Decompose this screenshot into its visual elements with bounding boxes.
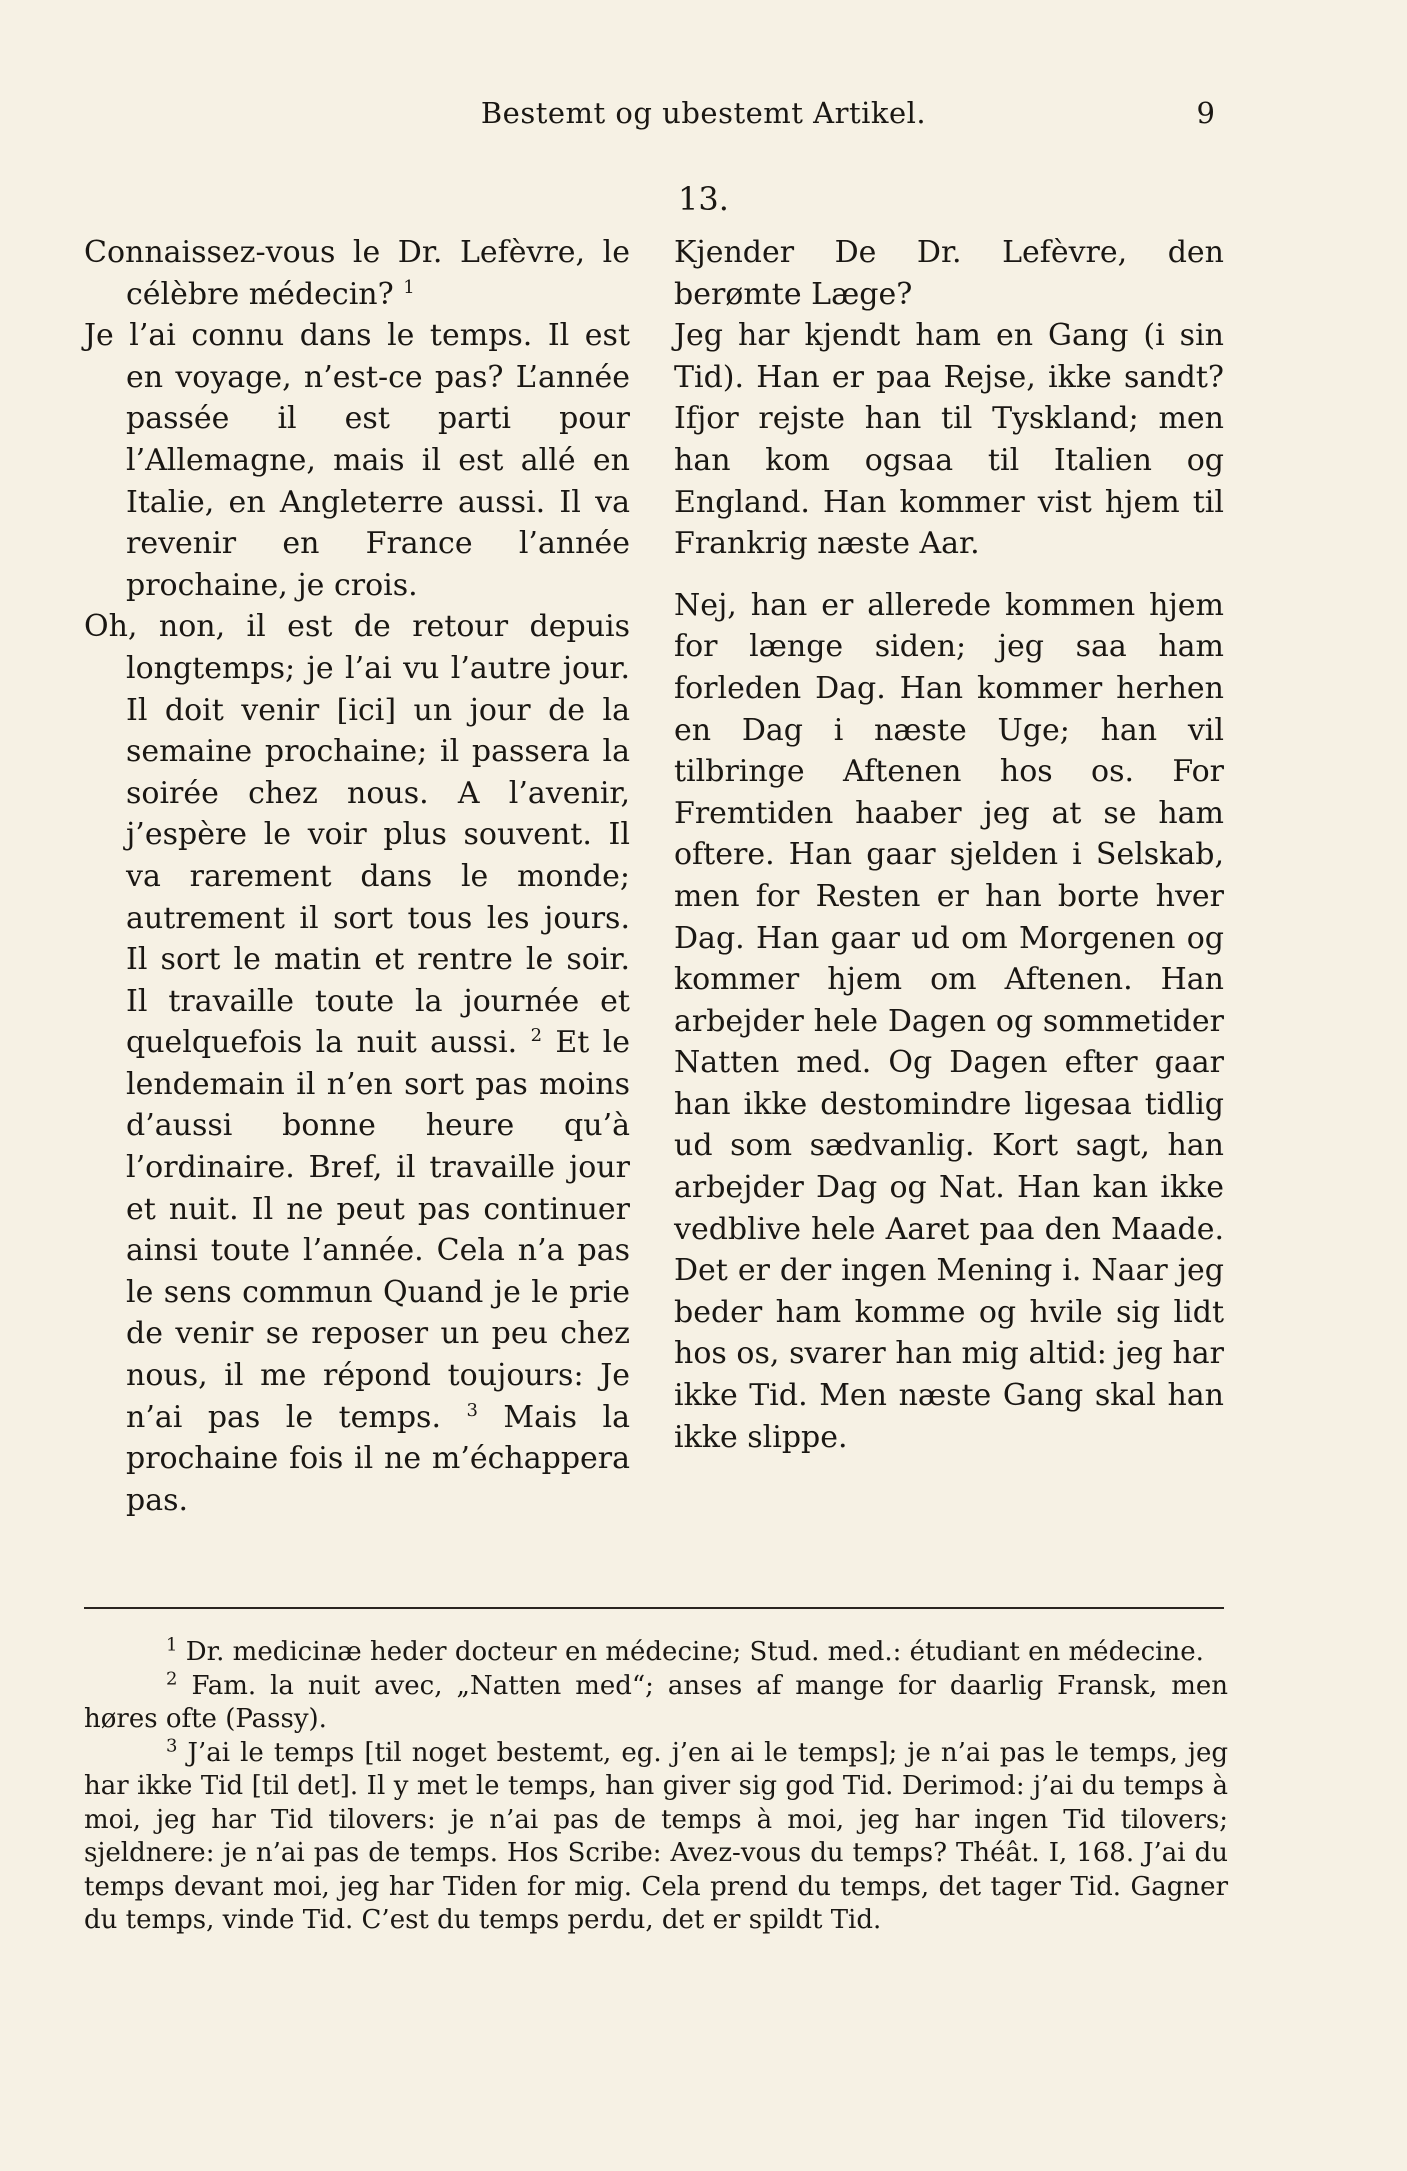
french-paragraph: Oh, non, il est de retour depuis longtemps; je l’ai vu l’autre jour. Il doit venir [ici] un jour de la semaine prochaine; il passera la soirée chez nous. A l’avenir, j’espère le voir plus souvent. Il va rarement dans le monde; autrement il sort tous les jours. Il sort le matin et rentre le soir. Il travaille toute la journée et quelquefois la nuit aussi. $^2$ Et le lendemain il n’en sort pas moins d’aussi bonne heure qu’à l’ordinaire. Bref, il travaille jour et nuit. Il ne peut pas continuer ainsi toute l’année. Cela n’a pas le sens commun Quand je le prie de venir se reposer un peu chez nous, il me répond toujours: Je n’ai pas le temps. $^3$ Mais la prochaine fois il ne m’échappera pas. (84, 609, 630, 1518)
footnote-number: 3 (166, 1734, 178, 1756)
page-number: 9 (1196, 96, 1215, 130)
footnote-number: 1 (166, 1634, 178, 1656)
french-column (84, 232, 630, 1521)
danish-column (674, 232, 1224, 1458)
french-paragraph: Connaissez-vous le Dr. Lefèvre, le célèbre médecin? $^1$ (84, 235, 630, 312)
footnote-divider (84, 1607, 1224, 1609)
footnote (84, 1636, 1228, 1670)
footnote-number: 2 (166, 1667, 178, 1689)
section-number: 13. (678, 180, 729, 218)
footnote (84, 1734, 1228, 1938)
footnote-mark: 1 (403, 276, 415, 298)
danish-paragraph: Kjender De Dr. Lefèvre, den berømte Læge? Jeg har kjendt ham en Gang (i sin Tid). Han er paa Rejse, ikke sandt? Ifjor rejste han til Tyskland; men han kom ogsaa til Italien og England. Han kommer vist hjem til Frankrig næste Aar. (674, 235, 1224, 562)
french-paragraph: Je l’ai connu dans le temps. Il est en voyage, n’est-ce pas? L’année passée il est parti pour l’Allemagne, mais il est allé en Italie, en Angleterre aussi. Il va revenir en France l’année prochaine, je crois. (84, 318, 630, 603)
footnotes (84, 1636, 1228, 1938)
footnote (84, 1667, 1229, 1737)
running-title: Bestemt og ubestemt Artikel. (480, 96, 927, 130)
footnote-mark: 2 (530, 1025, 543, 1047)
footnote-text: Dr. medicinæ heder docteur en médecine; Stud. med.: étudiant en médecine. (185, 1637, 1204, 1667)
footnote-text: J’ai le temps [til noget bestemt, eg. j’en ai le temps]; je n’ai pas le temps, jeg har ikke Tid [til det]. Il y met le temps, han giver sig god Tid. Derimod: j’ai du temps à moi, jeg har Tid tilovers: je n’ai pas de temps à moi, jeg har ingen Tid tilovers; sjeldnere: je n’ai pas de temps. Hos Scribe: Avez-vous du temps? Théât. I, 168. J’ai du temps devant moi, jeg har Tiden for mig. Cela prend du temps, det tager Tid. Gagner du temps, vinde Tid. C’est du temps perdu, det er spildt Tid. (84, 1737, 1228, 1935)
footnote-text: Fam. la nuit avec, „Natten med“; anses af mange for daarlig Fransk, men høres ofte (Passy). (84, 1670, 1229, 1734)
footnote-mark: 3 (466, 1399, 478, 1421)
page-header (0, 96, 1407, 136)
danish-paragraph: Nej, han er allerede kommen hjem for længe siden; jeg saa ham forleden Dag. Han kommer herhen en Dag i næste Uge; han vil tilbringe Aftenen hos os. For Fremtiden haaber jeg at se ham oftere. Han gaar sjelden i Selskab, men for Resten er han borte hver Dag. Han gaar ud om Morgenen og kommer hjem om Aftenen. Han arbejder hele Dagen og sommetider Natten med. Og Dagen efter gaar han ikke destomindre ligesaa tidlig ud som sædvanlig. Kort sagt, han arbejder Dag og Nat. Han kan ikke vedblive hele Aaret paa den Maade. Det er der ingen Mening i. Naar jeg beder ham komme og hvile sig lidt hos os, svarer han mig altid: jeg har ikke Tid. Men næste Gang skal han ikke slippe. (674, 587, 1224, 1455)
